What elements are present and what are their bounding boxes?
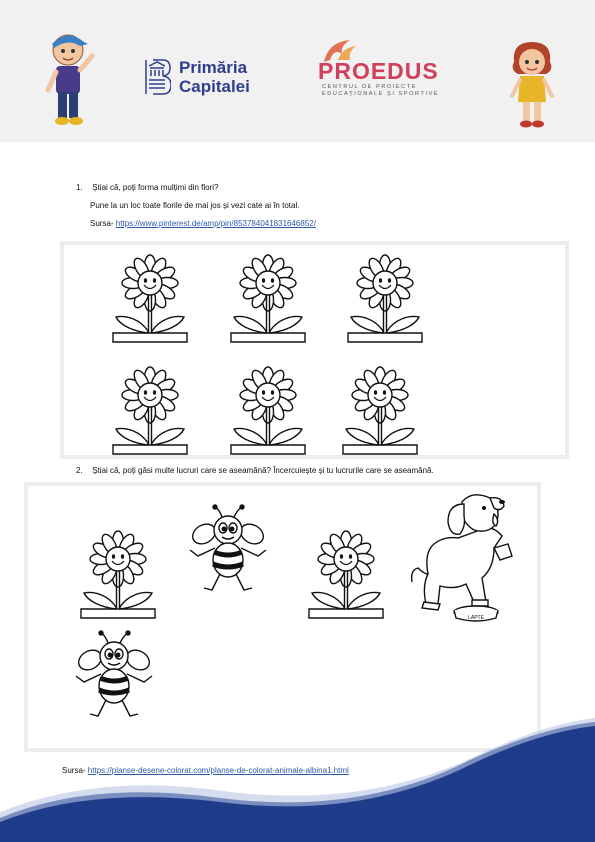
flower-icon — [345, 253, 425, 345]
footer-source-label: Sursa- — [62, 766, 86, 775]
task1-source-label: Sursa- — [90, 219, 114, 228]
girl-mascot-icon — [506, 40, 558, 132]
task1-block — [76, 183, 556, 229]
proedus-logo — [318, 38, 448, 100]
boy-mascot-icon — [40, 26, 96, 130]
primaria-logo-icon — [143, 58, 171, 96]
flower-icon — [228, 253, 308, 345]
flower-icon — [340, 365, 420, 457]
flowers-panel — [60, 241, 569, 459]
flower-icon — [78, 529, 158, 621]
primaria-line1: Primăria — [179, 58, 248, 77]
footer-source — [62, 766, 582, 776]
proedus-sub-line2: EDUCAȚIONALE ȘI SPORTIVE — [322, 90, 440, 97]
proedus-name: PROEDUS — [318, 58, 439, 84]
flower-icon — [110, 253, 190, 345]
task1-question: Știai că, poți forma mulțimi din flori? — [92, 183, 219, 192]
primaria-line2: Capitalei — [179, 77, 250, 96]
footer-source-link[interactable]: https://planse-desene-colorat.com/planse-de-colorat-animale-albina1.html — [87, 766, 349, 775]
bowl-label: LAPTE — [468, 615, 484, 621]
primaria-logo — [143, 58, 250, 96]
bee-icon — [182, 504, 274, 596]
task1-source-link[interactable]: https://www.pinterest.de/amp/pin/853784041831646852/ — [115, 219, 316, 228]
flower-icon — [306, 529, 386, 621]
task2-block — [76, 466, 576, 476]
proedus-sub-line1: CENTRUL DE PROIECTE — [322, 84, 417, 90]
dog-icon — [404, 490, 534, 622]
flower-icon — [110, 365, 190, 457]
task1-instruction: Pune la un loc toate florile de mai jos și vezi cate ai în total. — [90, 201, 300, 210]
flower-icon — [228, 365, 308, 457]
task2-question: Știai că, poți găsi multe lucruri care se aseamănă? Încercuiește și tu lucrurile care se aseamănă. — [92, 466, 434, 475]
page-header — [0, 0, 595, 142]
task2-number: 2. — [76, 466, 83, 475]
task1-number: 1. — [76, 183, 83, 192]
